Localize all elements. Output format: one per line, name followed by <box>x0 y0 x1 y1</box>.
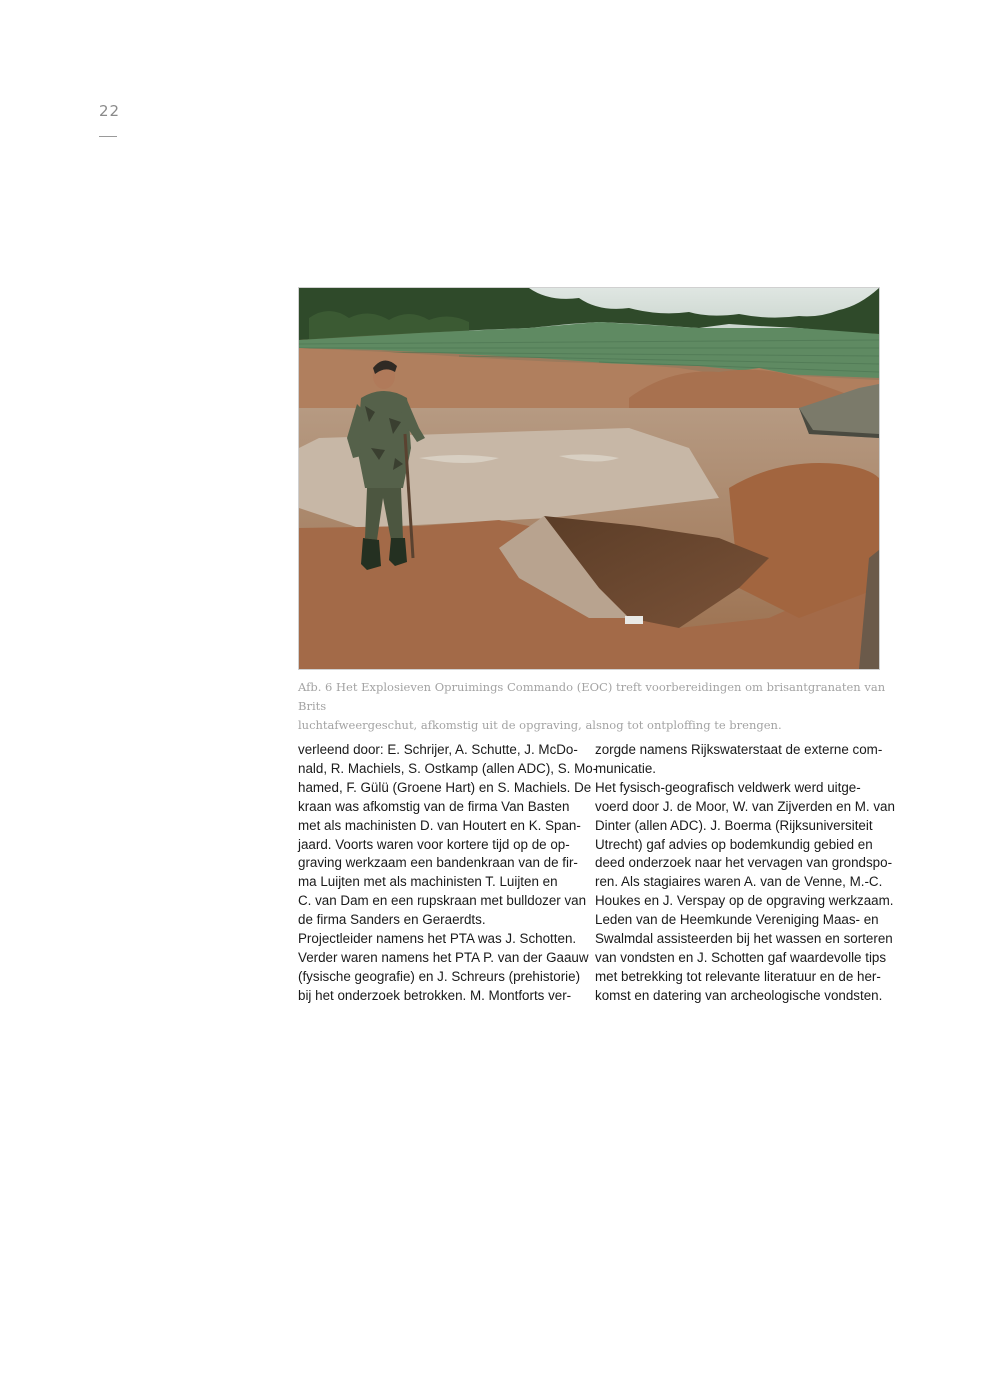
body-column-right <box>595 741 895 1006</box>
body-line: ma Luijten met als machinisten T. Luijten en <box>298 874 558 890</box>
body-line: ren. Als stagiaires waren A. van de Venne, M.-C. <box>595 874 883 890</box>
body-line: Verder waren namens het PTA P. van der Gaauw <box>298 949 589 965</box>
body-line: de firma Sanders en Geraerdts. <box>298 912 486 928</box>
shell-in-pit <box>625 616 643 624</box>
excavation-photo <box>298 287 880 670</box>
body-line: verleend door: E. Schrijer, A. Schutte, J. McDo- <box>298 742 578 757</box>
body-line: deed onderzoek naar het vervagen van grondspo- <box>595 855 893 871</box>
body-line: met betrekking tot relevante literatuur en de her- <box>595 968 881 984</box>
body-column-left <box>298 741 598 1006</box>
page-number: 22 <box>99 102 121 120</box>
body-line: municatie. <box>595 760 657 776</box>
page-number-rule <box>99 136 117 137</box>
body-line: bij het onderzoek betrokken. M. Montforts ver- <box>298 987 572 1003</box>
body-line: Houkes en J. Verspay op de opgraving werkzaam. <box>595 893 894 909</box>
figure-caption <box>298 678 888 735</box>
caption-line: luchtafweergeschut, afkomstig uit de opgraving, alsnog tot ontploffing te brengen. <box>298 718 782 732</box>
body-line: voerd door J. de Moor, W. van Zijverden en M. van <box>595 798 895 814</box>
body-line: Leden van de Heemkunde Vereniging Maas- en <box>595 912 879 928</box>
body-line: Het fysisch-geografisch veldwerk werd uitge- <box>595 779 861 795</box>
body-line: nald, R. Machiels, S. Ostkamp (allen ADC), S. Mo- <box>298 760 598 776</box>
body-line: graving werkzaam een bandenkraan van de fir- <box>298 855 578 871</box>
body-line: Utrecht) gaf advies op bodemkundig gebied en <box>595 836 873 852</box>
body-line: (fysische geografie) en J. Schreurs (prehistorie) <box>298 968 581 984</box>
body-line: Dinter (allen ADC). J. Boerma (Rijksuniversiteit <box>595 817 873 833</box>
caption-line: Afb. 6 Het Explosieven Opruimings Commando (EOC) treft voorbereidingen om brisantgranaten van Brits <box>298 680 886 713</box>
body-line: zorgde namens Rijkswaterstaat de externe com- <box>595 742 883 757</box>
body-line: komst en datering van archeologische vondsten. <box>595 987 883 1003</box>
body-line: Projectleider namens het PTA was J. Schotten. <box>298 931 577 947</box>
body-line: kraan was afkomstig van de firma Van Basten <box>298 798 570 814</box>
body-line: van vondsten en J. Schotten gaf waardevolle tips <box>595 949 887 965</box>
body-line: Swalmdal assisteerden bij het wassen en sorteren <box>595 931 893 947</box>
body-line: jaard. Voorts waren voor kortere tijd op de op- <box>298 836 570 852</box>
excavation-photo-illustration <box>299 288 879 669</box>
body-line: met als machinisten D. van Houtert en K. Span- <box>298 817 581 833</box>
body-line: C. van Dam en een rupskraan met bulldozer van <box>298 893 587 909</box>
body-line: hamed, F. Gülü (Groene Hart) en S. Machiels. De <box>298 779 592 795</box>
